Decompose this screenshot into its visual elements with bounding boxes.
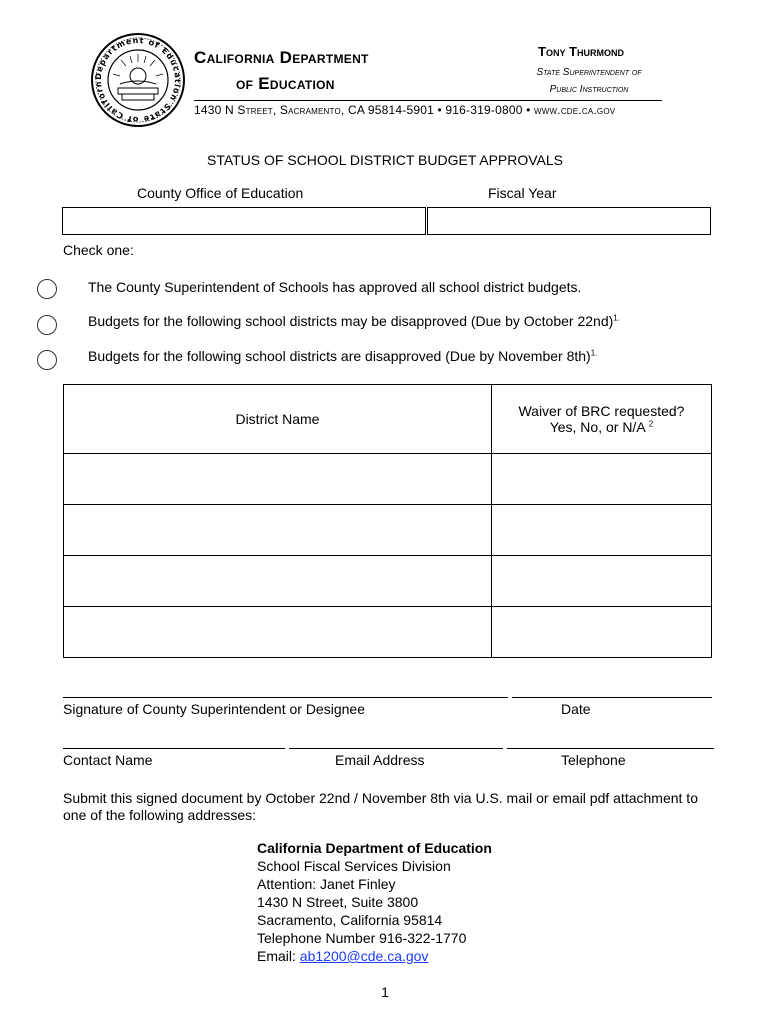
- district-name-cell[interactable]: [64, 556, 492, 607]
- signature-label: Signature of County Superintendent or Designee: [63, 701, 365, 717]
- letterhead-address: 1430 N Street, Sacramento, CA 95814-5901 • 916-319-0800 • www.cde.ca.gov: [194, 103, 616, 117]
- email-address-label: Email Address: [335, 752, 425, 768]
- date-line[interactable]: [512, 697, 712, 698]
- waiver-header-line1: Waiver of BRC requested?: [518, 403, 685, 419]
- mailing-address: [257, 839, 492, 965]
- page-number: 1: [381, 984, 389, 1000]
- fiscal-year-field[interactable]: [427, 207, 711, 235]
- footnote-2-marker: 2: [648, 419, 654, 429]
- check-one-label: Check one:: [63, 242, 134, 258]
- contact-name-label: Contact Name: [63, 752, 153, 768]
- district-name-cell[interactable]: [64, 607, 492, 658]
- official-title-line1: State Superintendent of: [536, 67, 642, 78]
- official-title: [523, 64, 655, 98]
- mail-attention: Attention: Janet Finley: [257, 876, 396, 892]
- email-link[interactable]: ab1200@cde.ca.gov: [299, 948, 429, 964]
- waiver-cell[interactable]: [491, 454, 711, 505]
- letterhead-rule: [194, 100, 662, 101]
- district-name-cell[interactable]: [64, 505, 492, 556]
- option-may-disapprove-label: [88, 313, 620, 329]
- mail-org: California Department of Education: [257, 840, 492, 856]
- waiver-header-line2-wrap: [493, 419, 710, 435]
- cde-seal: [90, 32, 186, 128]
- org-name-line1: California Department: [194, 48, 369, 67]
- form-title: STATUS OF SCHOOL DISTRICT BUDGET APPROVALS: [206, 152, 564, 168]
- date-label: Date: [561, 701, 591, 717]
- table-row: [64, 607, 712, 658]
- signature-line[interactable]: [63, 697, 508, 698]
- county-office-field[interactable]: [62, 207, 426, 235]
- district-name-header: [64, 385, 492, 454]
- table-row: [64, 556, 712, 607]
- mail-street: 1430 N Street, Suite 3800: [257, 894, 419, 910]
- mail-email-line: [257, 947, 492, 965]
- option-disapproved-text: Budgets for the following school districts are disapproved (Due by November 8th): [88, 348, 591, 364]
- table-header-row: [64, 385, 712, 454]
- option-may-disapprove-radio[interactable]: [37, 315, 57, 335]
- footnote-1-marker: 1.: [590, 348, 598, 358]
- footnote-1-marker: 1.: [613, 313, 620, 323]
- waiver-cell[interactable]: [491, 505, 711, 556]
- option-approved-radio[interactable]: [37, 279, 57, 299]
- contact-name-line[interactable]: [63, 748, 285, 749]
- district-name-header-text: District Name: [235, 411, 320, 427]
- mail-city: Sacramento, California 95814: [257, 912, 443, 928]
- option-approved-text: The County Superintendent of Schools has approved all school district budgets.: [88, 279, 582, 295]
- waiver-header-line2: Yes, No, or N/A: [549, 419, 645, 435]
- official-name: Tony Thurmond: [538, 44, 624, 59]
- option-disapproved-radio[interactable]: [37, 350, 57, 370]
- option-disapproved-label: [88, 348, 597, 364]
- district-name-cell[interactable]: [64, 454, 492, 505]
- option-approved-label: [88, 279, 581, 295]
- table-row: [64, 454, 712, 505]
- district-table: [63, 384, 712, 658]
- telephone-label: Telephone: [561, 752, 626, 768]
- email-address-line[interactable]: [289, 748, 503, 749]
- mail-division: School Fiscal Services Division: [257, 858, 451, 874]
- mail-phone: Telephone Number 916-322-1770: [257, 930, 467, 946]
- mail-email-prefix: Email:: [257, 948, 300, 964]
- official-title-line2: Public Instruction: [549, 84, 629, 95]
- org-name-line2: of Education: [236, 74, 335, 93]
- waiver-header: [491, 385, 711, 454]
- telephone-line[interactable]: [507, 748, 714, 749]
- option-may-disapprove-text: Budgets for the following school districts may be disapproved (Due by October 22nd): [88, 313, 614, 329]
- submit-instructions: Submit this signed document by October 22nd / November 8th via U.S. mail or email pdf attachment to one of the following addresses:: [63, 790, 698, 823]
- waiver-cell[interactable]: [491, 556, 711, 607]
- waiver-cell[interactable]: [491, 607, 711, 658]
- county-office-label: County Office of Education: [137, 185, 304, 201]
- table-row: [64, 505, 712, 556]
- fiscal-year-label: Fiscal Year: [488, 185, 557, 201]
- seal-text: Department of Education State of Californ: [93, 35, 183, 125]
